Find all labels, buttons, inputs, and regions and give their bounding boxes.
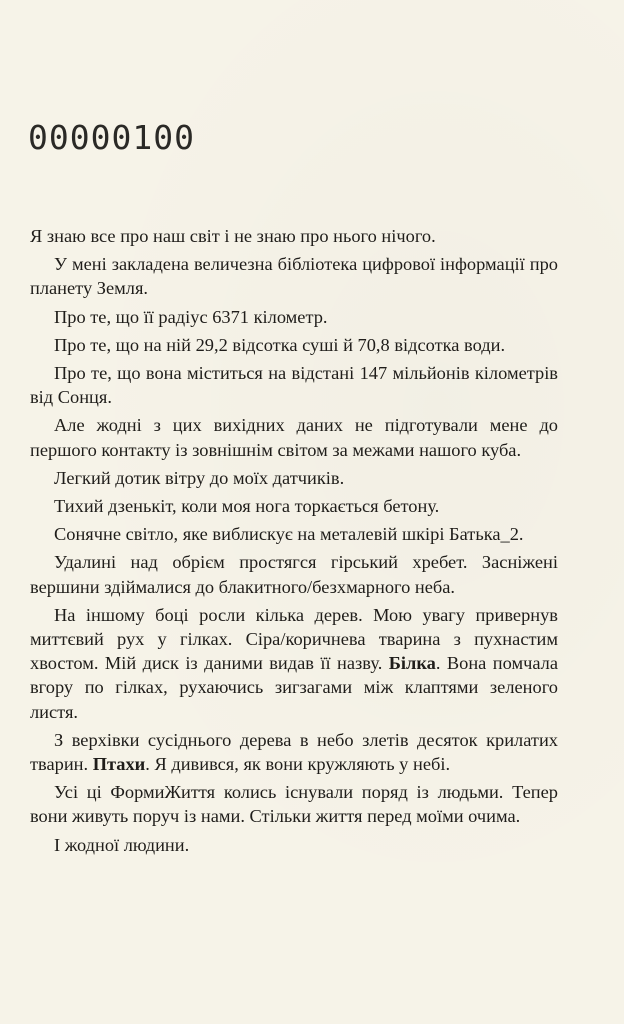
paragraph-4: Про те, що на ній 29,2 відсотка суші й 70,8 відсотка води. [54,334,506,355]
paragraph-1: Я знаю все про наш світ і не знаю про нього нічого. [30,226,436,246]
paragraph-2: У мені закладена величезна бібліотека цифрової інформації про планету Земля. [30,254,558,299]
paragraph-6: Але жодні з цих вихідних даних не підготували мене до першого контакту із зовнішнім світом за межами нашого куба. [30,415,558,460]
paragraph-11 [30,603,558,724]
paragraph-13: Усі ці ФормиЖиття колись існували поряд із людьми. Тепер вони живуть поруч із нами. Стільки життя перед моїми очима. [30,782,558,827]
chapter-body [30,224,558,857]
paragraph-9: Сонячне світло, яке виблискує на металевій шкірі Батька_2. [54,524,524,545]
paragraph-14: І жодної людини. [54,834,190,855]
paragraph-8: Тихий дзенькіт, коли моя нога торкається бетону. [54,496,440,517]
paragraph-12-end: . Я дивився, як вони кружляють у небі. [145,754,451,775]
chapter-number: 00000100 [28,118,195,157]
term-squirrel: Білка [388,653,436,674]
paragraph-11-end: . Вона помчала вгору по гілках, рухаючись зигзагами між клаптями зеленого листя. [30,653,558,722]
paragraph-3: Про те, що її радіус 6371 кілометр. [54,306,328,327]
paragraph-11-start: На іншому боці росли кілька дерев. Мою увагу привернув миттєвий рух у гілках. Сіра/коричнева тварина з пухнастим хвостом. Мій диск із даними видав її назву. [30,604,558,674]
paragraph-5: Про те, що вона міститься на відстані 147 мільйонів кілометрів від Сонця. [30,363,558,408]
paragraph-10: Удалині над обрієм простягся гірський хребет. Засніжені вершини здіймалися до блакитного/безхмарного неба. [30,552,558,597]
paragraph-12 [30,728,558,776]
paragraph-7: Легкий дотик вітру до моїх датчиків. [54,467,345,488]
term-birds: Птахи [92,754,146,775]
paragraph-12-start: З верхівки сусіднього дерева в небо злетів десяток крилатих тварин. [30,729,558,775]
